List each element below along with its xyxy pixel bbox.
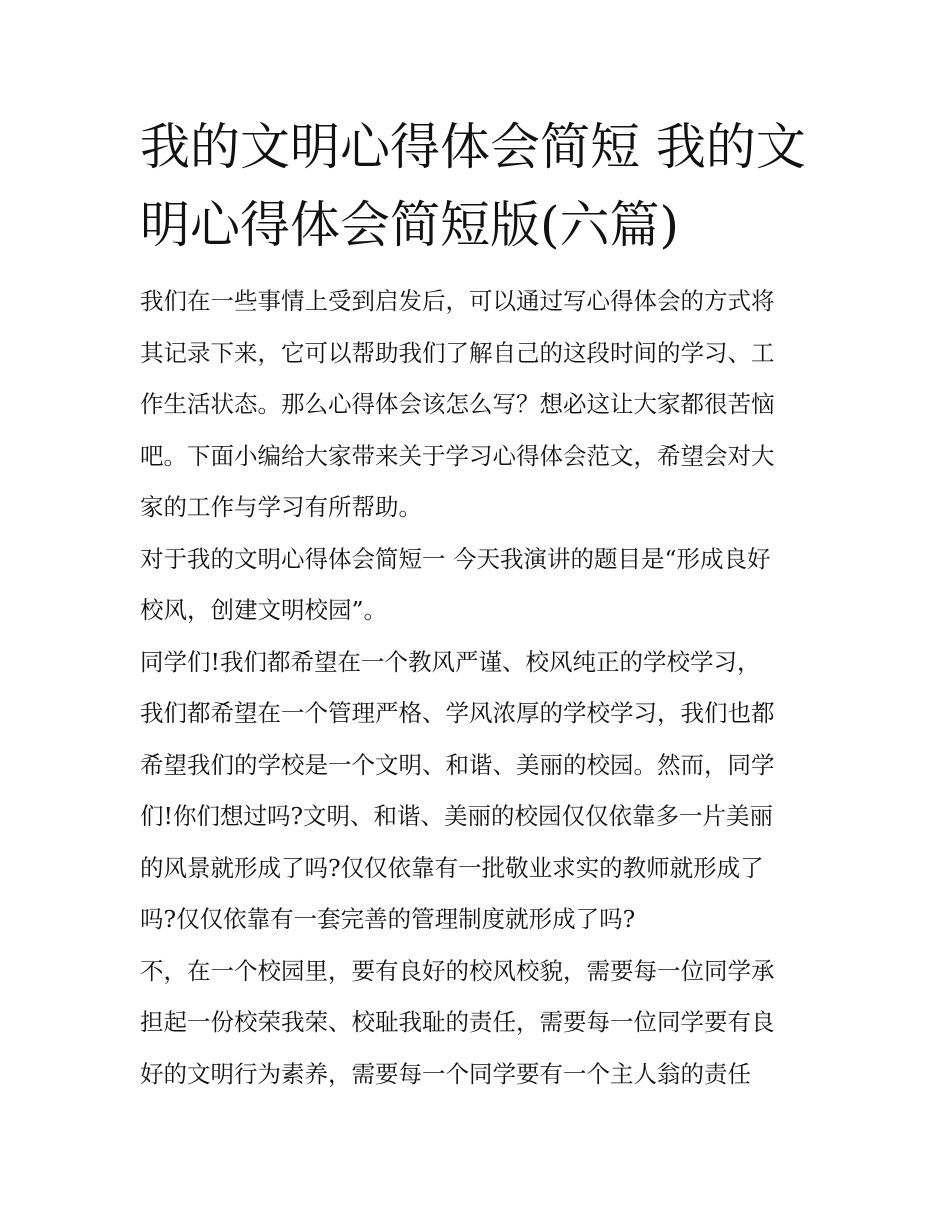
- body-line: 吗?仅仅依靠有一套完善的管理制度就形成了吗?: [140, 905, 636, 933]
- title-line: 明心得体会简短版(六篇): [140, 196, 680, 254]
- body-line: 不，在一个校园里，要有良好的校风校貌，需要每一位同学承: [140, 956, 775, 985]
- document-title: [140, 108, 830, 264]
- body-line: 我们在一些事情上受到启发后，可以通过写心得体会的方式将: [140, 287, 775, 315]
- body-line: 家的工作与学习有所帮助。: [140, 493, 422, 521]
- body-line: 同学们!我们都希望在一个教风严谨、校风纯正的学校学习，: [140, 647, 761, 676]
- document-body: [140, 276, 830, 1100]
- body-line: 其记录下来，它可以帮助我们了解自己的这段时间的学习、工: [140, 338, 775, 367]
- body-line: 好的文明行为素养，需要每一个同学要有一个主人翁的责任: [140, 1059, 751, 1088]
- body-line: 们!你们想过吗?文明、和谐、美丽的校园仅仅依靠多一片美丽: [140, 802, 774, 830]
- body-line: 希望我们的学校是一个文明、和谐、美丽的校园。然而，同学: [140, 750, 775, 779]
- body-line: 作生活状态。那么心得体会该怎么写？想必这让大家都很苦恼: [140, 390, 775, 418]
- body-line: 对于我的文明心得体会简短一 今天我演讲的题目是“形成良好: [140, 544, 771, 573]
- body-line: 我们都希望在一个管理严格、学风浓厚的学校学习，我们也都: [140, 699, 775, 727]
- body-line: 的风景就形成了吗?仅仅依靠有一批敬业求实的教师就形成了: [140, 853, 764, 882]
- body-line: 担起一份校荣我荣、校耻我耻的责任，需要每一位同学要有良: [140, 1008, 775, 1036]
- body-line: 吧。下面小编给大家带来关于学习心得体会范文，希望会对大: [140, 441, 775, 470]
- body-line: 校风，创建文明校园”。: [140, 596, 388, 624]
- title-line: 我的文明心得体会简短 我的文: [140, 118, 806, 176]
